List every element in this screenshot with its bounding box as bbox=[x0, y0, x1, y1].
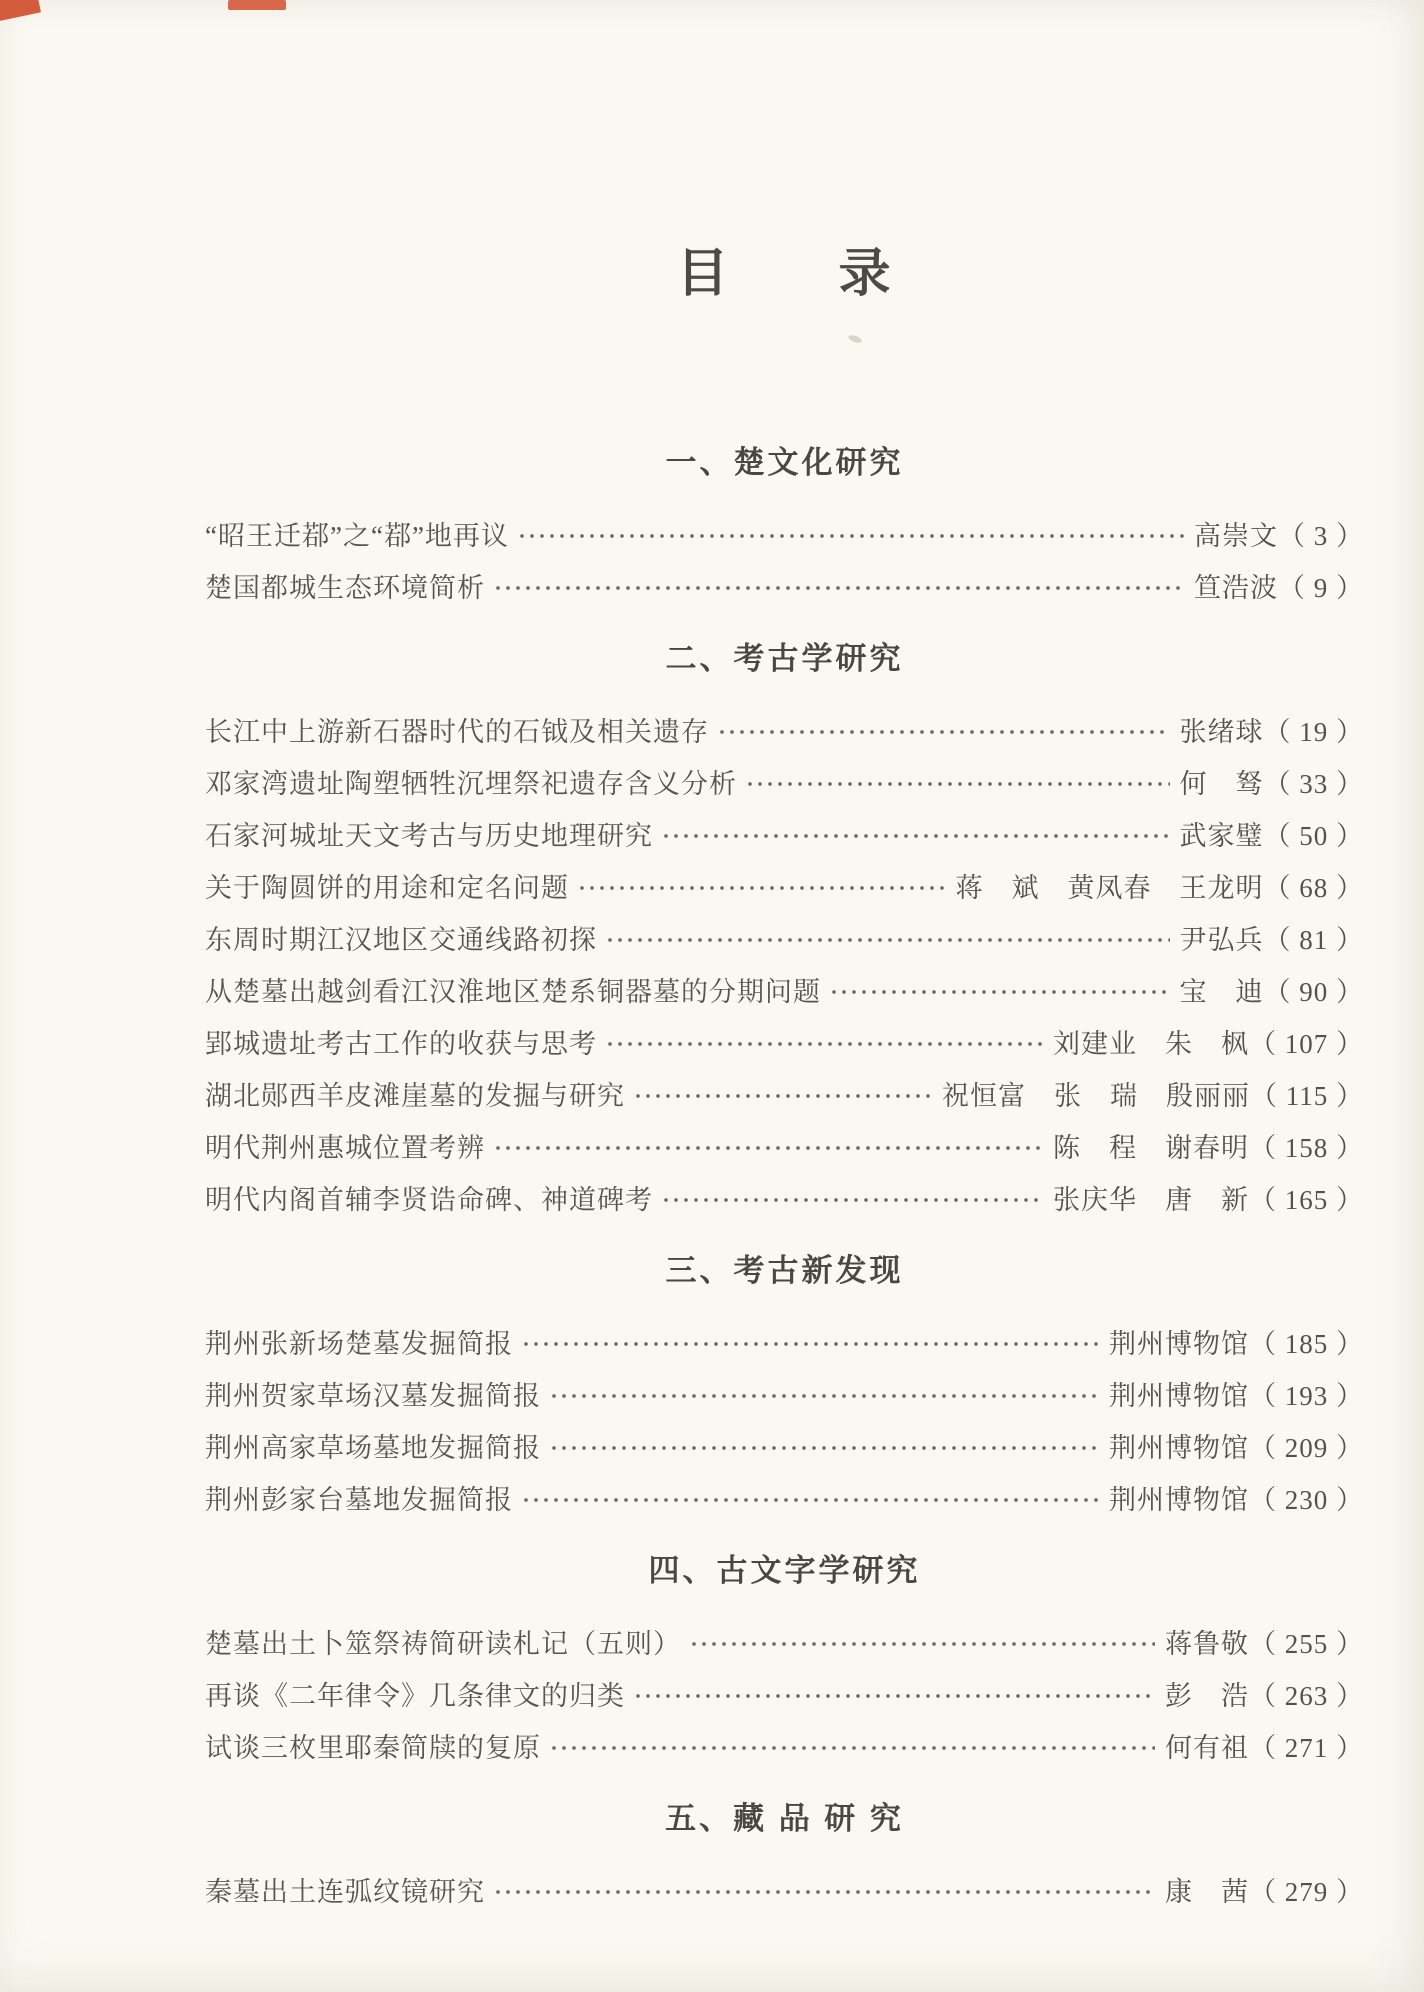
dot-leader bbox=[493, 582, 1184, 594]
toc-entry-row bbox=[205, 963, 1364, 1015]
scan-artifact-dash bbox=[228, 0, 286, 10]
entry-page-number: （ 90 ） bbox=[1263, 976, 1364, 1007]
scan-artifact-corner bbox=[0, 0, 41, 23]
dot-leader bbox=[661, 830, 1170, 842]
toc-entry-row bbox=[205, 911, 1364, 963]
entry-title: 长江中上游新石器时代的石钺及相关遗存 bbox=[205, 716, 709, 747]
toc-section bbox=[205, 1551, 1364, 1771]
dot-leader bbox=[689, 1638, 1155, 1650]
entry-title: 荆州张新场楚墓发掘简报 bbox=[205, 1328, 513, 1359]
entry-authors: 祝恒富 张 瑞 殷丽丽 bbox=[942, 1080, 1250, 1111]
section-heading: 五、藏 品 研 究 bbox=[665, 1801, 904, 1836]
toc-entry-row bbox=[205, 703, 1364, 755]
entry-title: 关于陶圆饼的用途和定名问题 bbox=[205, 872, 569, 903]
entry-page-number: （ 255 ） bbox=[1249, 1628, 1364, 1659]
entry-authors: 蒋 斌 黄凤春 王龙明 bbox=[955, 872, 1264, 903]
dot-leader bbox=[521, 1494, 1099, 1506]
dot-leader bbox=[493, 1142, 1043, 1154]
toc-entry-row bbox=[205, 1315, 1364, 1367]
entry-authors: 何 驽 bbox=[1179, 768, 1264, 799]
toc-entry-row bbox=[205, 1367, 1364, 1419]
entry-authors: 武家璧 bbox=[1179, 820, 1264, 851]
entry-page-number: （ 263 ） bbox=[1249, 1680, 1364, 1711]
section-heading: 四、古文字学研究 bbox=[648, 1553, 921, 1588]
toc-entry-row bbox=[205, 1719, 1364, 1771]
dot-leader bbox=[605, 1038, 1043, 1050]
dot-leader bbox=[549, 1390, 1099, 1402]
section-heading: 二、考古学研究 bbox=[665, 641, 904, 676]
section-heading: 一、楚文化研究 bbox=[665, 445, 904, 480]
entry-page-number: （ 185 ） bbox=[1249, 1328, 1364, 1359]
dot-leader bbox=[493, 1886, 1155, 1898]
dot-leader bbox=[745, 778, 1170, 790]
entry-authors: 陈 程 谢春明 bbox=[1053, 1132, 1249, 1163]
toc-section bbox=[205, 443, 1364, 611]
toc-entry-row bbox=[205, 1171, 1364, 1223]
entry-title: 楚国都城生态环境简析 bbox=[205, 572, 485, 603]
entry-title: 秦墓出土连弧纹镜研究 bbox=[205, 1876, 485, 1907]
entry-title: 湖北郧西羊皮滩崖墓的发掘与研究 bbox=[205, 1080, 625, 1111]
entry-title: 荆州彭家台墓地发掘简报 bbox=[205, 1484, 513, 1515]
entry-page-number: （ 115 ） bbox=[1250, 1080, 1364, 1111]
toc-sections bbox=[205, 443, 1364, 1915]
entry-page-number: （ 68 ） bbox=[1263, 872, 1364, 903]
toc-entry-row bbox=[205, 807, 1364, 859]
entry-title: 荆州贺家草场汉墓发掘简报 bbox=[205, 1380, 541, 1411]
dot-leader bbox=[549, 1742, 1155, 1754]
entry-page-number: （ 3 ） bbox=[1278, 520, 1364, 551]
section-heading: 三、考古新发现 bbox=[665, 1253, 904, 1288]
scan-artifact-smudge bbox=[847, 334, 862, 344]
entry-page-number: （ 193 ） bbox=[1249, 1380, 1364, 1411]
entry-authors: 刘建业 朱 枫 bbox=[1053, 1028, 1249, 1059]
entry-title: 石家河城址天文考古与历史地理研究 bbox=[205, 820, 653, 851]
entry-title: 邓家湾遗址陶塑牺牲沉埋祭祀遗存含义分析 bbox=[205, 768, 737, 799]
entry-title: 明代荆州惠城位置考辨 bbox=[205, 1132, 485, 1163]
entry-page-number: （ 230 ） bbox=[1249, 1484, 1364, 1515]
entry-authors: 康 茜 bbox=[1165, 1876, 1249, 1907]
toc-section bbox=[205, 639, 1364, 1223]
entry-title: 再谈《二年律令》几条律文的归类 bbox=[205, 1680, 625, 1711]
toc-entry-row bbox=[205, 1067, 1364, 1119]
entry-authors: 张庆华 唐 新 bbox=[1053, 1184, 1249, 1215]
toc-entry-row bbox=[205, 1119, 1364, 1171]
toc-entry-row bbox=[205, 1667, 1364, 1719]
entry-authors: 高崇文 bbox=[1194, 520, 1278, 551]
entry-page-number: （ 19 ） bbox=[1263, 716, 1364, 747]
toc-entry-row bbox=[205, 507, 1364, 559]
dot-leader bbox=[577, 882, 946, 894]
entry-authors: 尹弘兵 bbox=[1179, 924, 1264, 955]
toc-entry-row bbox=[205, 1419, 1364, 1471]
entry-title: 荆州高家草场墓地发掘简报 bbox=[205, 1432, 541, 1463]
toc-entry-row bbox=[205, 1015, 1364, 1067]
entry-page-number: （ 158 ） bbox=[1249, 1132, 1364, 1163]
entry-page-number: （ 33 ） bbox=[1263, 768, 1364, 799]
toc-entry-row bbox=[205, 1863, 1364, 1915]
entry-title: 东周时期江汉地区交通线路初探 bbox=[205, 924, 597, 955]
entry-authors: 何有祖 bbox=[1165, 1732, 1249, 1763]
entry-authors: 蒋鲁敬 bbox=[1165, 1628, 1249, 1659]
entry-title: 从楚墓出越剑看江汉淮地区楚系铜器墓的分期问题 bbox=[205, 976, 821, 1007]
toc-section bbox=[205, 1251, 1364, 1523]
entry-authors: 荆州博物馆 bbox=[1109, 1432, 1249, 1463]
entry-title: 郢城遗址考古工作的收获与思考 bbox=[205, 1028, 597, 1059]
dot-leader bbox=[829, 986, 1170, 998]
toc-entry-row bbox=[205, 755, 1364, 807]
entry-title: 明代内阁首辅李贤诰命碑、神道碑考 bbox=[205, 1184, 653, 1215]
entry-authors: 荆州博物馆 bbox=[1109, 1328, 1249, 1359]
dot-leader bbox=[633, 1090, 932, 1102]
entry-authors: 荆州博物馆 bbox=[1109, 1484, 1249, 1515]
toc-entry-row bbox=[205, 1471, 1364, 1523]
entry-page-number: （ 209 ） bbox=[1249, 1432, 1364, 1463]
toc-entry-row bbox=[205, 1615, 1364, 1667]
dot-leader bbox=[717, 726, 1170, 738]
entry-title: 试谈三枚里耶秦简牍的复原 bbox=[205, 1732, 541, 1763]
entry-authors: 彭 浩 bbox=[1165, 1680, 1249, 1711]
entry-page-number: （ 107 ） bbox=[1249, 1028, 1364, 1059]
entry-authors: 荆州博物馆 bbox=[1109, 1380, 1249, 1411]
toc-section bbox=[205, 1799, 1364, 1915]
entry-title: “昭王迁鄀”之“鄀”地再议 bbox=[205, 520, 509, 551]
entry-page-number: （ 50 ） bbox=[1263, 820, 1364, 851]
entry-authors: 笪浩波 bbox=[1194, 572, 1278, 603]
entry-authors: 张绪球 bbox=[1179, 716, 1264, 747]
page-title: 目 录 bbox=[676, 246, 893, 303]
entry-page-number: （ 279 ） bbox=[1249, 1876, 1364, 1907]
entry-authors: 宝 迪 bbox=[1179, 976, 1264, 1007]
dot-leader bbox=[605, 934, 1170, 946]
toc-entry-row bbox=[205, 859, 1364, 911]
entry-page-number: （ 165 ） bbox=[1249, 1184, 1364, 1215]
dot-leader bbox=[633, 1690, 1155, 1702]
dot-leader bbox=[517, 530, 1184, 542]
toc-entry-row bbox=[205, 559, 1364, 611]
entry-page-number: （ 9 ） bbox=[1278, 572, 1364, 603]
dot-leader bbox=[549, 1442, 1099, 1454]
dot-leader bbox=[661, 1194, 1043, 1206]
entry-page-number: （ 271 ） bbox=[1249, 1732, 1364, 1763]
entry-title: 楚墓出土卜筮祭祷简研读札记（五则） bbox=[205, 1628, 681, 1659]
entry-page-number: （ 81 ） bbox=[1263, 924, 1364, 955]
dot-leader bbox=[521, 1338, 1099, 1350]
